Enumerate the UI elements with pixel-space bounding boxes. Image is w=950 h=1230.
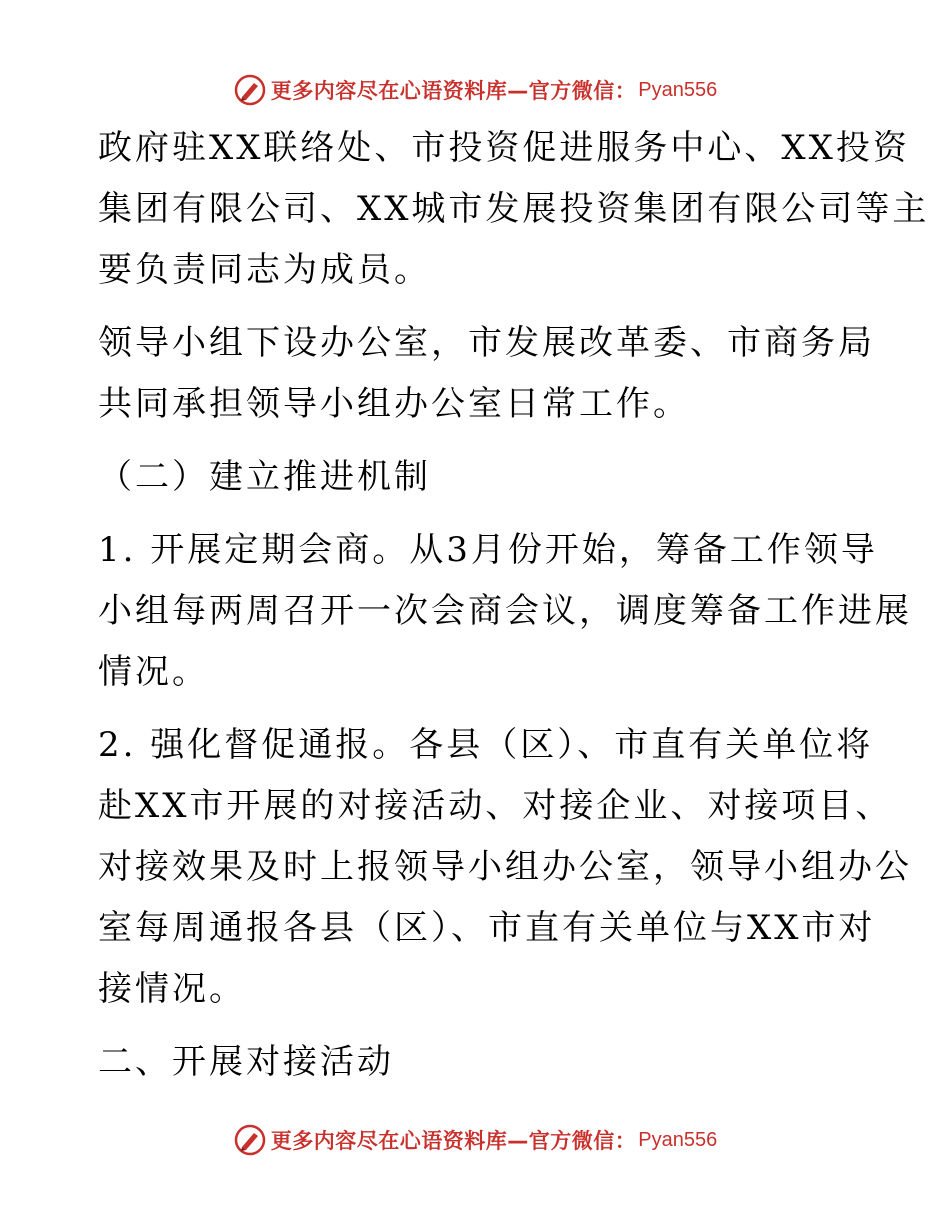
text-line: 二、开展对接活动: [98, 1042, 394, 1082]
watermark-header: [0, 70, 950, 110]
watermark-text-cn: 更多内容尽在心语资料库—官方微信：: [270, 1129, 637, 1153]
text-line: 赴XX市开展的对接活动、对接企业、对接项目、: [98, 786, 893, 826]
watermark-footer: [0, 1120, 950, 1160]
watermark-text-en: Pyan556: [638, 1128, 718, 1151]
section-heading: [98, 447, 868, 508]
watermark-text-en: Pyan556: [638, 78, 718, 101]
text-line: 对接效果及时上报领导小组办公室，领导小组办公: [98, 847, 912, 887]
text-line: 情况。: [98, 652, 209, 692]
paragraph: [98, 118, 930, 301]
text-line: 1. 开展定期会商。从3月份开始，筹备工作领导: [98, 530, 878, 570]
text-line: 集团有限公司、XX城市发展投资集团有限公司等主: [98, 189, 930, 229]
watermark-text-cn: 更多内容尽在心语资料库—官方微信：: [270, 79, 637, 103]
pen-circle-logo-icon: [233, 1123, 267, 1157]
text-line: 共同承担领导小组办公室日常工作。: [98, 384, 690, 424]
text-line: 2. 强化督促通报。各县（区）、市直有关单位将: [98, 725, 874, 765]
paragraph: [98, 715, 912, 1020]
pen-circle-logo-icon: [233, 73, 267, 107]
text-line: 小组每两周召开一次会商会议，调度筹备工作进展: [98, 591, 912, 631]
paragraph: [98, 313, 875, 435]
text-line: 要负责同志为成员。: [98, 250, 431, 290]
text-line: 领导小组下设办公室，市发展改革委、市商务局: [98, 323, 875, 363]
text-line: 政府驻XX联络处、市投资促进服务中心、XX投资: [98, 128, 910, 168]
paragraph: [98, 520, 912, 703]
section-heading: [98, 1032, 868, 1093]
document-body: [98, 118, 930, 1093]
text-line: 室每周通报各县（区）、市直有关单位与XX市对: [98, 908, 876, 948]
text-line: （二）建立推进机制: [98, 457, 431, 497]
text-line: 接情况。: [98, 969, 246, 1009]
